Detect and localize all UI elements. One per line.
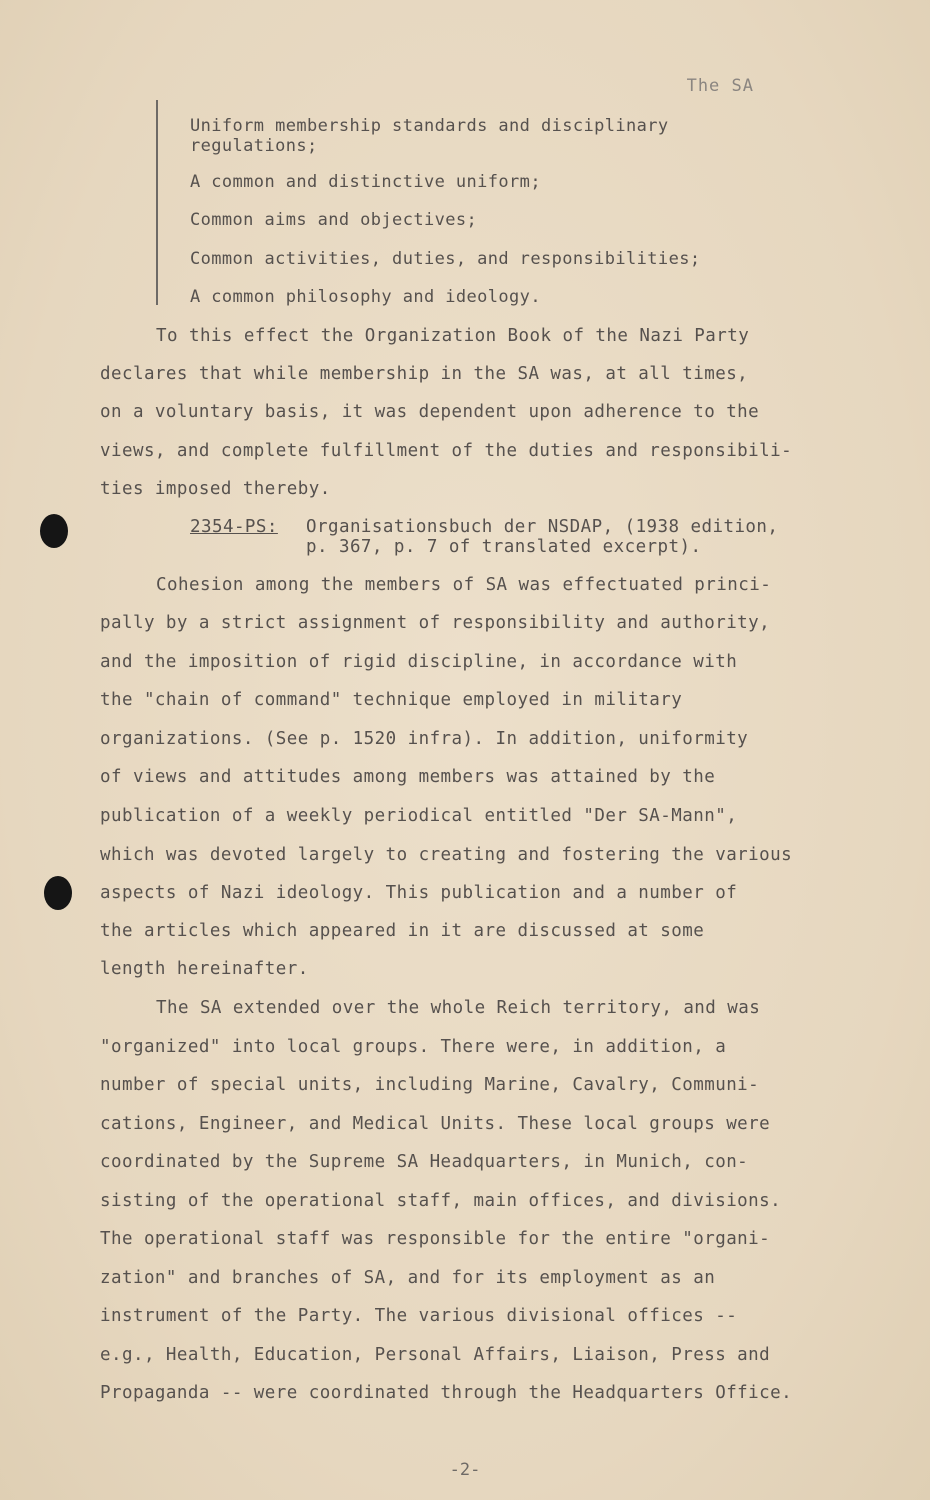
punch-hole xyxy=(40,514,68,548)
paragraph-line: instrument of the Party. The various divisional offices -- xyxy=(100,1306,738,1326)
paragraph-line: which was devoted largely to creating and fostering the various xyxy=(100,845,793,865)
paragraph-line: declares that while membership in the SA was, at all times, xyxy=(100,364,749,384)
punch-hole xyxy=(44,876,72,910)
paragraph-line: the articles which appeared in it are discussed at some xyxy=(100,921,705,941)
citation-text: p. 367, p. 7 of translated excerpt). xyxy=(306,537,702,557)
paragraph-line: on a voluntary basis, it was dependent upon adherence to the xyxy=(100,402,760,422)
list-item: A common and distinctive uniform; xyxy=(190,172,541,192)
paragraph-line: "organized" into local groups. There were, in addition, a xyxy=(100,1037,727,1057)
list-item-text: Uniform membership standards and disciplinary regulations; xyxy=(190,116,669,156)
paragraph-line: and the imposition of rigid discipline, in accordance with xyxy=(100,652,738,672)
paragraph-line: To this effect the Organization Book of the Nazi Party xyxy=(156,326,750,346)
list-item: Common activities, duties, and responsibilities; xyxy=(190,249,701,269)
paragraph-line: publication of a weekly periodical entitled "Der SA-Mann", xyxy=(100,806,738,826)
paragraph-line: pally by a strict assignment of responsibility and authority, xyxy=(100,613,771,633)
paragraph-line: The operational staff was responsible for the entire "organi- xyxy=(100,1229,771,1249)
paragraph-line: length hereinafter. xyxy=(100,959,309,979)
list-item xyxy=(190,116,750,156)
paragraph-line: the "chain of command" technique employed in military xyxy=(100,690,683,710)
list-bracket xyxy=(156,100,158,305)
citation-text: Organisationsbuch der NSDAP, (1938 edition, xyxy=(306,517,779,537)
paragraph-line: aspects of Nazi ideology. This publication and a number of xyxy=(100,883,738,903)
paragraph-line: ties imposed thereby. xyxy=(100,479,331,499)
paragraph-line: e.g., Health, Education, Personal Affairs, Liaison, Press and xyxy=(100,1345,771,1365)
paragraph-line: organizations. (See p. 1520 infra). In addition, uniformity xyxy=(100,729,749,749)
list-item: A common philosophy and ideology. xyxy=(190,287,541,307)
page-number: -2- xyxy=(449,1460,481,1480)
paragraph-line: zation" and branches of SA, and for its employment as an xyxy=(100,1268,716,1288)
citation-source: 2354-PS: xyxy=(190,517,278,537)
paragraph-line: Propaganda -- were coordinated through the Headquarters Office. xyxy=(100,1383,793,1403)
paragraph-line: sisting of the operational staff, main offices, and divisions. xyxy=(100,1191,782,1211)
page-header: The SA xyxy=(686,76,754,96)
paragraph-line: Cohesion among the members of SA was effectuated princi- xyxy=(156,575,772,595)
paragraph-line: The SA extended over the whole Reich territory, and was xyxy=(156,998,761,1018)
paragraph-line: of views and attitudes among members was attained by the xyxy=(100,767,716,787)
list-item: Common aims and objectives; xyxy=(190,210,478,230)
paragraph-line: coordinated by the Supreme SA Headquarters, in Munich, con- xyxy=(100,1152,749,1172)
paragraph-line: views, and complete fulfillment of the duties and responsibili- xyxy=(100,441,793,461)
paragraph-line: cations, Engineer, and Medical Units. These local groups were xyxy=(100,1114,771,1134)
paragraph-line: number of special units, including Marine, Cavalry, Communi- xyxy=(100,1075,760,1095)
